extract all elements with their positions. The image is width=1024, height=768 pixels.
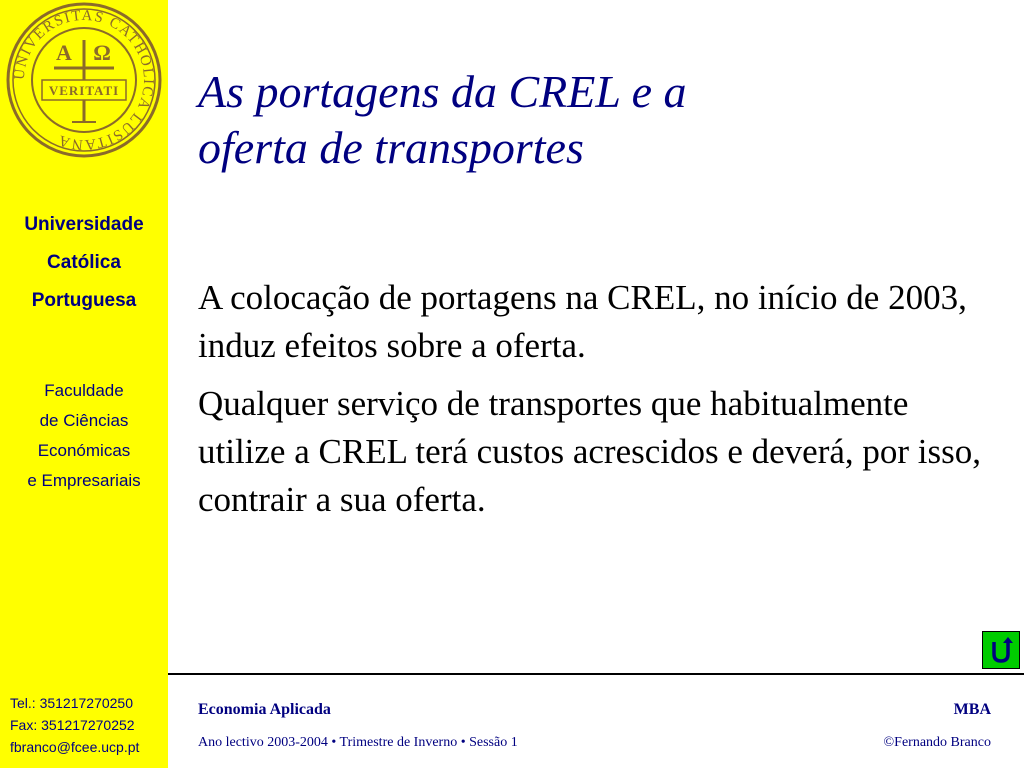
- footer-program: MBA: [953, 701, 991, 718]
- footer-session: Ano lectivo 2003-2004 • Trimestre de Inverno • Sessão 1: [198, 735, 518, 750]
- slide-body: [198, 274, 998, 534]
- body-paragraph: Qualquer serviço de transportes que habitualmente utilize a CREL terá custos acrescidos e deverá, por isso, contrair a sua oferta.: [198, 384, 982, 519]
- slide-title-line: As portagens da CREL e a: [198, 66, 687, 117]
- seal-emblem-icon: [2, 0, 166, 160]
- contact-info: [10, 692, 166, 758]
- faculty-name-line: Faculdade: [44, 381, 124, 400]
- slide-title-line: oferta de transportes: [198, 122, 584, 173]
- university-name-line: Portuguesa: [31, 290, 137, 311]
- body-paragraph: A colocação de portagens na CREL, no início de 2003, induz efeitos sobre a oferta.: [198, 278, 967, 365]
- sidebar: [0, 0, 168, 768]
- footer-course: Economia Aplicada: [198, 701, 331, 718]
- university-name: [0, 206, 168, 320]
- faculty-name-line: e Empresariais: [27, 471, 141, 490]
- seal-omega: Ω: [93, 40, 111, 65]
- faculty-name: [0, 376, 168, 496]
- university-name-line: Universidade: [24, 214, 144, 235]
- university-seal: [2, 0, 166, 160]
- footer-divider: [168, 673, 1024, 675]
- university-name-line: Católica: [47, 252, 121, 273]
- faculty-name-line: Económicas: [37, 441, 131, 460]
- contact-email[interactable]: fbranco@fcee.ucp.pt: [10, 739, 140, 755]
- faculty-name-line: de Ciências: [39, 411, 129, 430]
- contact-tel: Tel.: 351217270250: [10, 695, 133, 711]
- slide-title: [198, 64, 978, 176]
- return-nav-button[interactable]: [982, 631, 1020, 669]
- seal-band-text: VERITATI: [48, 83, 120, 98]
- footer-copyright: ©Fernando Branco: [883, 735, 991, 750]
- seal-alpha: A: [56, 40, 72, 65]
- seal-ring-text: UNIVERSITAS CATHOLICA LUSITANA: [11, 7, 157, 153]
- u-turn-return-icon: [983, 632, 1019, 668]
- contact-fax: Fax: 351217270252: [10, 717, 135, 733]
